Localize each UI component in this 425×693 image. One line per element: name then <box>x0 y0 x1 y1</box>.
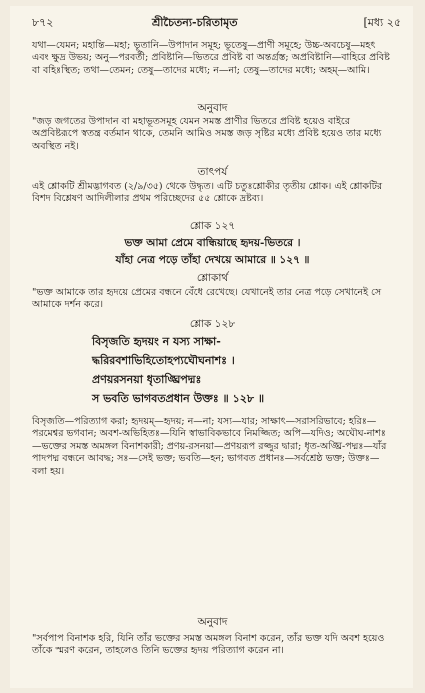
purport-heading: তাৎপর্য <box>197 166 228 178</box>
translation-1: "জড় জগতের উপাদান বা মহাভূতসমূহ যেমন সমস্ত প্রাণীর ভিতরে প্রবিষ্ট হয়েও বাইরে অপ্রবিষ্টরূপে স্বতন্ত্র বর্তমান থাকে, তেমনি আমিও সমস্ত জড় সৃষ্টির মধ্যে প্রবিষ্ট হয়েও তার মধ্যে অবস্থিত নই। <box>32 116 382 152</box>
translation-heading-2: অনুবাদ <box>197 616 228 628</box>
verse-128-heading: শ্লোক ১২৮ <box>189 318 236 330</box>
synonyms-block-1: যথা—যেমন; মহান্তি—মহা; ভূতানি—উপাদান সমূহ; ভূতেষু—প্রাণী সমূহে; উচ্চ-অবচেষু—মহৎ এবং ক্ষুদ্র উভয়; অনু—পরবর্তী; প্রবিষ্টানি—ভিতরে প্রবিষ্ট বা অন্তর্গ্রস্ত; অপ্রবিষ্টানি—বাহিরে প্রবিষ্ট বা বহিঃস্থিত; তথা—তেমন; তেষু—তাদের মধ্যে; ন—না; তেষু—তাদের মধ্যে; অহম্—আমি। <box>32 40 390 76</box>
verse-127-heading: শ্লোক ১২৭ <box>189 220 236 232</box>
verse-127-meaning-heading: শ্লোকার্থ <box>196 272 229 284</box>
verse-127-meaning: "ভক্ত আমাকে তার হৃদয়ে প্রেমের বন্ধনে বেঁধে রেখেছে। যেখানেই তার নেত্র পড়ে সেখানেই সে আমাকে দর্শন করে। <box>32 287 382 311</box>
section-label: [মধ্য ২৫ <box>363 16 401 29</box>
verse-128-line-1: বিসৃজতি হৃদয়ং ন যস্য সাক্ষা- <box>92 335 221 348</box>
translation-heading-1: অনুবাদ <box>197 102 228 114</box>
translation-2: "সর্বপাপ বিনাশক হরি, যিনি তাঁর ভক্তের সমস্ত অমঙ্গল বিনাশ করেন, তাঁর ভক্ত যদি অবশ হয়েও তাঁকে স্মরণ করেন, তাহলেও তিনি ভক্তের হৃদয় পরিত্যাগ করেন না। <box>32 633 385 657</box>
verse-128-line-3: প্রণয়রসনয়া ধৃতাঙ্ঘ্রিপদ্মঃ <box>92 373 202 386</box>
book-title: শ্রীচৈতন্য-চরিতামৃত <box>152 16 238 29</box>
verse-127-line-2: যাঁহা নেত্র পড়ে তাঁহা দেখয়ে আমারে ॥ ১২৭ ॥ <box>115 254 310 266</box>
page-header <box>32 14 401 32</box>
verse-127-line-1: ভক্ত আমা প্রেমে বান্ধিয়াছে হৃদয়-ভিতরে । <box>124 237 301 249</box>
synonyms-block-2: বিসৃজতি—পরিত্যাগ করা; হৃদয়ম্—হৃদয়; ন—না; যস্য—যার; সাক্ষাৎ—সরাসরিভাবে; হরিঃ—পরমেশ্বর ভগবান; অবশ-অভিহিতঃ—যিনি স্বাভাবিকভাবে নিমজ্জিত; অপি—যদিও; অঘৌঘ-নাশঃ—ভক্তের সমস্ত অমঙ্গল বিনাশকারী; প্রণয়-রসনয়া—প্রণয়রূপ রজ্জুর দ্বারা; ধৃত-অঙ্ঘ্রি-পদ্মঃ—যাঁর পাদপদ্ম বন্ধনে আবদ্ধ; সঃ—সেই ভক্ত; ভবতি—হন; ভাগবত প্রধানঃ—সর্বশ্রেষ্ঠ ভক্ত; উক্তঃ—বলা হয়। <box>32 416 387 477</box>
page-number: ৮৭২ <box>32 16 54 29</box>
purport-text: এই শ্লোকটি শ্রীমদ্ভাগবত (২/৯/৩৫) থেকে উদ্ধৃত। এটি চতুঃশ্লোকীর তৃতীয় শ্লোক। এই শ্লোকটির বিশদ বিশ্লেষণ আদিলীলার প্রথম পরিচ্ছেদের ৫৫ শ্লোকে দ্রষ্টব্য। <box>32 181 383 205</box>
verse-128-line-2: দ্ধরিরবশাভিহিতোহপ্যঘৌঘনাশঃ । <box>92 354 235 367</box>
verse-128-line-4: স ভবতি ভাগবতপ্রধান উক্তঃ ॥ ১২৮ ॥ <box>92 392 265 405</box>
book-page <box>10 6 413 688</box>
